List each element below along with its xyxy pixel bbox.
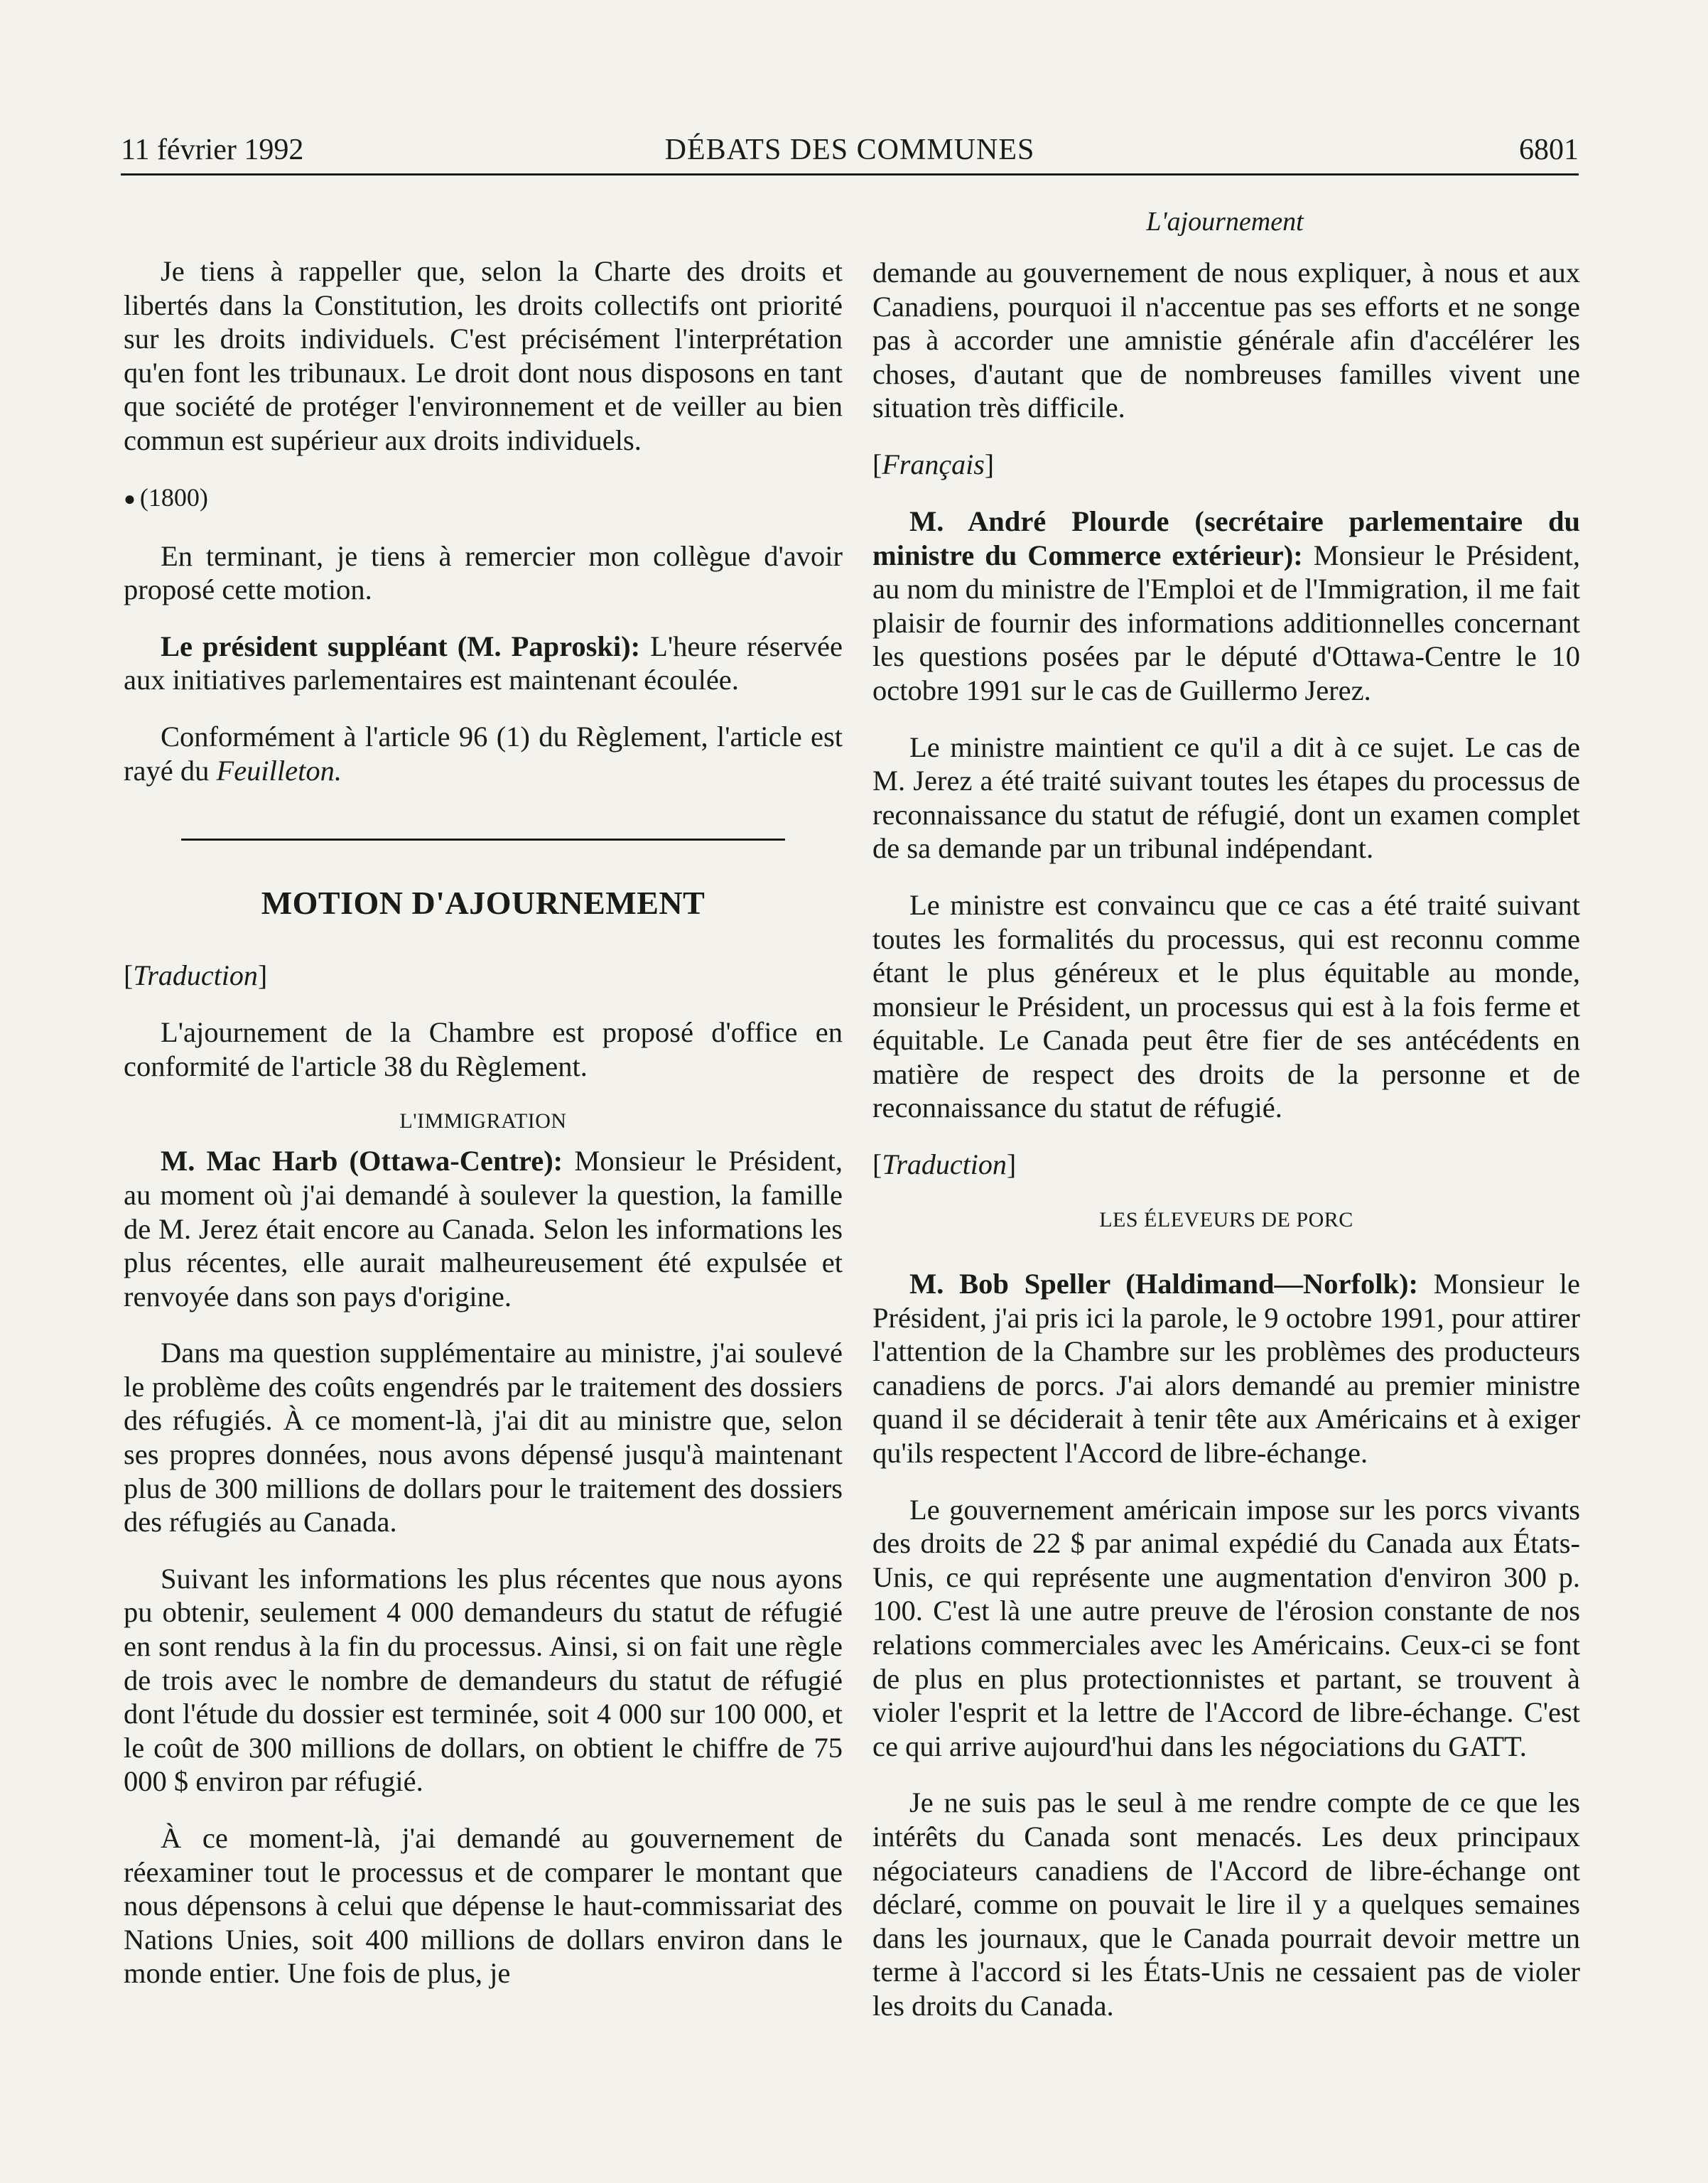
bullet-icon: ● [124, 487, 136, 510]
paragraph: Dans ma question supplémentaire au ministre, j'ai soulevé le problème des coûts engendrés par le traitement des dossiers des réfugiés. À ce moment-là, j'ai dit au ministre que, selon ses propres données, nous avons dépensé jusqu'à maintenant plus de 300 millions de dollars pour le traitement des dossiers des réfugiés au Canada. [124, 1337, 843, 1538]
paragraph: Je tiens à rappeller que, selon la Charte des droits et libertés dans la Constitution, les droits collectifs ont priorité sur les droits individuels. C'est précisément l'interprétation qu'en font les tribunaux. Le droit dont nous disposons en tant que société de protéger l'environnement et de veiller au bien commun est supérieur aux droits individuels. [124, 255, 843, 456]
time-marker-text: (1800) [139, 483, 208, 512]
speech-text: Monsieur le Président, au moment où j'ai demandé à soulever la question, la famille de M. Jerez était encore au Canada. Selon les informations les plus récentes, elle aurait malheureusement été expulsée et renvoyée dans son pays d'origine. [124, 1145, 843, 1313]
paragraph: En terminant, je tiens à remercier mon collègue d'avoir proposé cette motion. [124, 539, 843, 606]
paragraph: Le ministre est convaincu que ce cas a été traité suivant toutes les formalités du processus, qui est reconnu comme étant le plus généreux et le plus équitable au monde, monsieur le Président, un processus qui est à la fois ferme et équitable. Le Canada peut être fier de ses antécédents en matière de respect des droits de la personne et de reconnaissance du statut de réfugié. [872, 888, 1580, 1124]
italic-text: Feuilleton. [216, 754, 342, 787]
left-column [124, 254, 843, 2013]
paragraph: Le gouvernement américain impose sur les porcs vivants des droits de 22 $ par animal expédié du Canada aux États-Unis, ce qui représente une augmentation d'environ 300 p. 100. C'est là une autre preuve de l'érosion constante de nos relations commerciales avec les Américains. Ceux-ci se font de plus en plus protectionnistes et partant, se trouvent à violer l'esprit et la lettre de l'Accord de libre-échange. C'est ce qui arrive aujourd'hui dans les négociations du GATT. [872, 1493, 1580, 1762]
paragraph [872, 1267, 1580, 1470]
speech-text: L'heure réservée aux initiatives parlementaires est maintenant écoulée. [124, 630, 843, 696]
language-note: [Traduction] [872, 1148, 1017, 1181]
paragraph: demande au gouvernement de nous expliquer, à nous et aux Canadiens, pourquoi il n'accentue pas ses efforts et ne songe pas à accorder une amnistie générale afin d'accélérer les choses, d'autant que de nombreuses familles vivent une situation très difficile. [872, 257, 1580, 424]
speaker-name: M. Mac Harb (Ottawa-Centre): [161, 1145, 563, 1177]
section-title: MOTION D'AJOURNEMENT [261, 885, 706, 922]
page-number: 6801 [1519, 134, 1579, 166]
header-rule [121, 173, 1579, 176]
page-header [121, 128, 1579, 172]
paragraph [872, 505, 1580, 708]
speech-text: Conformément à l'article 96 (1) du Règlement, l'article est rayé du [124, 720, 843, 787]
paragraph: Suivant les informations les plus récentes que nous ayons pu obtenir, seulement 4 000 demandeurs du statut de réfugié en sont rendus à la fin du processus. Ainsi, si on fait une règle de trois avec le nombre de demandeurs du statut de réfugié dont l'étude du dossier est terminée, soit 4 000 sur 100 000, et le coût de 300 millions de dollars, on obtient le chiffre de 75 000 $ environ par réfugié. [124, 1562, 843, 1798]
paragraph [124, 630, 843, 697]
speaker-name: M. Bob Speller (Haldimand—Norfolk): [909, 1268, 1418, 1300]
running-head: L'ajournement [1146, 207, 1304, 237]
time-marker [124, 480, 843, 517]
language-note-text: Français [882, 448, 985, 480]
language-note-text: Traduction [133, 959, 258, 992]
speaker-name: M. André Plourde (secrétaire parlementaire du ministre du Commerce extérieur): [872, 505, 1580, 571]
header-title: DÉBATS DES COMMUNES [664, 134, 1035, 166]
language-note: [Français] [872, 448, 995, 480]
paragraph: Le ministre maintient ce qu'il a dit à ce sujet. Le cas de M. Jerez a été traité suivant toutes les étapes du processus de reconnaissance du statut de réfugié, dont un examen complet de sa demande par un tribunal indépendant. [872, 731, 1580, 865]
paragraph: L'ajournement de la Chambre est proposé d'office en conformité de l'article 38 du Règlement. [124, 1016, 843, 1082]
language-note: [Traduction] [124, 959, 268, 992]
speaker-name: Le président suppléant (M. Paproski): [161, 630, 641, 662]
paragraph [124, 720, 843, 787]
subject-heading: LES ÉLEVEURS DE PORC [1099, 1208, 1353, 1232]
language-note-text: Traduction [882, 1148, 1007, 1181]
section-rule [181, 839, 785, 841]
header-date: 11 février 1992 [121, 134, 304, 166]
speech-text: Monsieur le Président, j'ai pris ici la parole, le 9 octobre 1991, pour attirer l'attention de la Chambre sur les problèmes des producteurs canadiens de porcs. J'ai alors demandé au premier ministre quand il se déciderait à tenir tête aux Américains et à exiger qu'ils respectent l'Accord de libre-échange. [872, 1268, 1581, 1470]
paragraph: À ce moment-là, j'ai demandé au gouvernement de réexaminer tout le processus et de comparer le montant que nous dépensons à celui que dépense le haut-commissariat des Nations Unies, soit 400 millions de dollars environ dans le monde entier. Une fois de plus, je [124, 1822, 843, 1990]
paragraph [124, 1144, 843, 1313]
speech-text: Monsieur le Président, au nom du ministre de l'Emploi et de l'Immigration, il me fait plaisir de fournir des informations additionnelles concernant les questions posées par le député d'Ottawa-Centre le 10 octobre 1991 sur le cas de Guillermo Jerez. [872, 539, 1580, 706]
paragraph: Je ne suis pas le seul à me rendre compte de ce que les intérêts du Canada sont menacés. Les deux principaux négociateurs canadiens de l'Accord de libre-échange ont déclaré, comme on pouvait le lire il y a quelques semaines dans les journaux, que le Canada pourrait devoir mettre un terme à l'accord si les États-Unis ne cessaient pas de violer les droits du Canada. [872, 1786, 1580, 2022]
right-column [872, 256, 1580, 2046]
subject-heading: L'IMMIGRATION [399, 1109, 567, 1133]
